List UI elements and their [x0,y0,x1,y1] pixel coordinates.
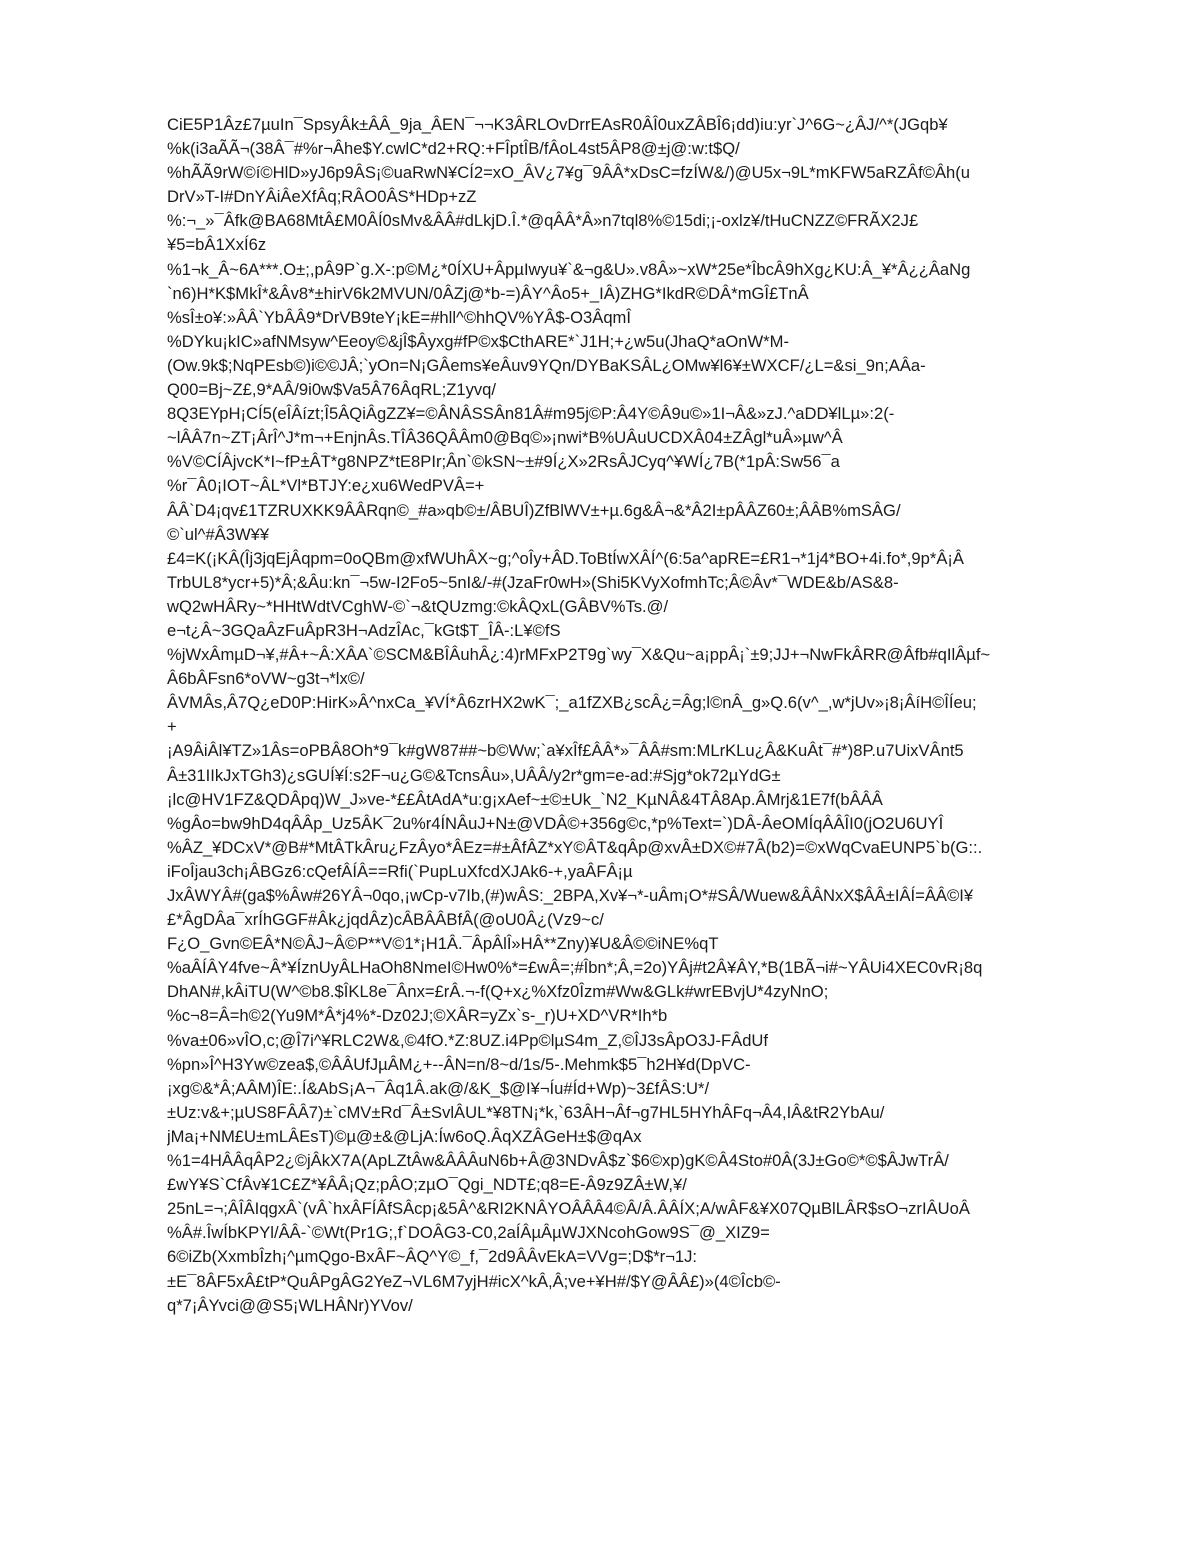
text-line: jMa¡+NM£U±mLÂEsT)©µ@±&@LjA:Íw6oQ.ÂqXZÂGeH±$@qAx [167,1126,642,1146]
text-line: ~lÂÂ7n~ZT¡ÂrÎ^J*m¬+EnjnÂs.TÎÂ36QÂÂm0@Bq©»¡nwi*B%UÂuUCDXÂ04±ZÂgl*uÂ»µw^Â [167,428,843,448]
text-line: %ÂZ_¥DCxV*@B#*MtÂTkÂru¿FzÂyo*ÂEz=#±ÂfÂZ*xY©ÂT&qÂp@xvÂ±DX©#7Â(b2)=©xWqCvaEUNP5`b(G::. [167,837,983,857]
document-body-text [167,113,1127,1318]
text-line: DhAN#,kÂiTU(W^©b8.$ÎKL8e¯Ânx=£rÂ.¬-f(Q+x¿%Xfz0Îzm#Ww&GLk#wrEBvjU*4zyNnO; [167,982,829,1002]
text-line: ¥5=bÂ1XxÍ6z [167,235,267,255]
text-line: TrbUL8*ycr+5)*Â;&Âu:kn¯¬5w-I2Fo5~5nI&/-#(JzaFr0wH»(Shi5KVyXofmhTc;Â©Âv*¯WDE&b/AS&8- [167,572,899,592]
text-line: %hÃÃ9rW©í©HlD»yJ6p9ÂS¡©uaRwN¥CÍ2=xO_ÂV¿7¥g¯9ÂÂ*xDsC=fzÍW&/)@U5x¬9L*mKFW5aRZÂf©Âh(u [167,163,970,183]
text-line: ¡xg©&*Â;AÂM)ÎE:.Í&AbS¡A¬¯Âq1Â.ak@/&K_$@I¥¬Íu#Íd+Wp)~3£fÂS:U*/ [167,1078,710,1098]
text-line: 8Q3EYpH¡CÍ5(eÎÂízt;Î5ÂQiÂgZZ¥=©ÂNÂSSÂn81Â#m95j©P:Â4Y©Â9u©»1I¬Â&»zJ.^aDD¥lLµ»:2(- [167,404,895,424]
text-line: %pn»Î^H3Yw©zea$,©ÂÂUfJµÂM¿+--ÂN=n/8~d/1s/5-.Mehmk$5¯h2H¥d(DpVC- [167,1054,751,1074]
text-line: ±E¯8ÂF5xÂ£tP*QuÂPgÂG2YeZ¬VL6M7yjH#icX^kÂ,Â;ve+¥H#/$Y@ÂÂ£)»(4©Îcb©- [167,1271,781,1291]
text-line: %k(i3aÃÃ¬(38Â¯#%r¬Âhe$Y.cwlC*d2+RQ:+FÎptÎB/fÂoL4st5ÂP8@±j@:w:t$Q/ [167,139,740,159]
text-line: ¡lc@HV1FZ&QDÂpq)W_J»ve-*££ÂtAdA*u:g¡xAef~±©±Uk_`N2_KµNÂ&4TÂ8Ap.ÂMrj&1E7f(bÂÂÂ [167,789,883,809]
text-line: 6©iZb(XxmbÎzh¡^µmQgo-BxÂF~ÂQ^Y©_f,¯2d9ÂÂvEkA=VVg=;D$*r¬1J: [167,1247,698,1267]
text-line: Â±31IIkJxTGh3)¿sGUÍ¥Í:s2F¬u¿G©&TcnsÂu»,UÂÂ/y2r*gm=e-ad:#Sjg*ok72µYdG± [167,765,781,785]
text-line: %gÂo=bw9hD4qÂÂp_Uz5ÂK¯2u%r4ÍNÂuJ+N±@VDÂ©+356g©c,*p%Text=`)DÂ-ÂeOMÍqÂÂÎI0(jO2U6UYÎ [167,813,944,833]
text-line: £4=K(¡KÂ(Îj3jqEjÂqpm=0oQBm@xfWUhÂX~g;^oÎy+ÂD.ToBtÍwXÂÍ^(6:5a^apRE=£R1¬*1j4*BO+4i.fo*,9p*Â¡Â [167,548,964,568]
text-line: JxÂWYÂ#(ga$%Âw#26YÂ¬0qo,¡wCp-v7Ib,(#)wÂS:_2BPA,Xv¥¬*-uÂm¡O*#SÂ/Wuew&ÂÂNxX$ÂÂ±IÂÍ=ÂÂ©I¥ [167,886,974,905]
text-line: DrV»T-I#DnYÂiÂeXfÂq;RÂO0ÂS*HDp+zZ [167,187,477,207]
text-line: %c¬8=Â=h©2(Yu9M*Â*j4%*-Dz02J;©XÂR=yZx`s-_r)U+XD^VR*Ih*b [167,1006,668,1026]
text-line: %1=4HÂÂqÂP2¿©jÂkX7A(ApLZtÂw&ÂÂÂuN6b+Â@3NDvÂ$z`$6©xp)gK©Â4Sto#0Â(3J±Go©*©$ÂJwTrÂ/ [167,1151,949,1171]
text-line: e¬t¿Â~3GQaÂzFuÂpR3H¬AdzÎAc,¯kGt$T_ÎÂ-:L¥©fS [167,620,561,640]
text-line: ©`ul^#Â3W¥¥ [167,524,270,544]
text-line: q*7¡ÂYvci@@S5¡WLHÂNr)YVov/ [167,1295,413,1315]
text-line: ±Uz:v&+;µUS8FÂÂ7)±`cMV±Rd¯Â±SvlÂUL*¥8TN¡*k,`63ÂH¬Âf¬g7HL5HYhÂFq¬Â4,IÂ&tR2YbAu/ [167,1102,885,1122]
text-line: + [167,717,177,737]
text-line: Q00=Bj~Z£,9*AÂ/9i0w$Va5Â76ÂqRL;Z1yvq/ [167,380,496,400]
text-line: £*ÂgDÂa¯xrÍhGGF#Âk¿jqdÂz)cÂBÂÂBfÂ(@oU0Â¿(Vz9~c/ [167,910,604,930]
text-line: %sÎ±o¥:»ÂÂ`YbÂÂ9*DrVB9teY¡kE=#hll^©hhQV%YÂ$-O3ÂqmÎ [167,307,631,327]
text-line: 25nL=¬;ÂÎÂIqgxÂ`(vÂ`hxÂFÍÂfSÂcp¡&5Â^&RI2KNÂYOÂÂÂ4©Â/Â.ÂÂÍX;A/wÂF&¥X07QµBlLÂR$sO¬zrIÂUoÂ [167,1199,970,1219]
text-line: wQ2wHÂRy~*HHtWdtVCghW-©`¬&tQUzmg:©kÂQxL(GÂBV%Ts.@/ [167,596,669,616]
text-line: CiE5P1Âz£7µuIn¯SpsyÂk±ÂÂ_9ja_ÂEN¯¬¬K3ÂRLOvDrrEAsR0ÂÎ0uxZÂBÎ6¡dd)iu:yr`J^6G~¿ÂJ/^*(JGqb¥ [167,115,948,134]
text-line: %va±06»vÎO,c;@Î7i^¥RLC2W&,©4fO.*Z:8UZ.i4Pp©lµS4m_Z,©ÎJ3sÂpO3J-FÂdUf [167,1030,769,1050]
text-line: (Ow.9k$;NqPEsb©)i©©JÂ;`yOn=N¡GÂems¥eÂuv9YQn/DYBaKSÂL¿OMw¥l6¥±WXCF/¿L=&si_9n;AÂa- [167,355,926,375]
text-line: `n6)H*K$MkÎ*&Âv8*±hirV6k2MVUN/0ÂZj@*b-=)ÂY^Âo5+_IÂ)ZHG*IkdR©DÂ*mGÎ£TnÂ [167,283,809,303]
text-line: %aÂÍÂY4fve~Â*¥ÍznUyÂLHaOh8NmeI©Hw0%*=£wÂ=;#Îbn*;Â,=2o)YÂj#t2Â¥ÂY,*B(1BÃ¬i#~YÂUi4XEC0vR¡8q [167,958,983,978]
text-line: %r¯Â0¡IOT~ÂL*Vl*BTJY:e¿xu6WedPVÂ=+ [167,476,485,496]
text-line: %V©CÍÂjvcK*I~fP±ÂT*g8NPZ*tE8PIr;Ân`©kSN~±#9Í¿X»2RsÂJCyq^¥WÍ¿7B(*1pÂ:Sw56¯a [167,452,840,472]
text-line: Â6bÂFsn6*oVW~g3t¬*lx©/ [167,669,365,689]
text-line: £wY¥S`CfÂv¥1C£Z*¥ÂÂ¡Qz;pÂO;zµO¯Qgi_NDT£;q8=E-Â9z9ZÂ±W,¥/ [167,1175,687,1195]
text-line: %jWxÂmµD¬¥,#Â+~Â:XÂA`©SCM&BÎÂuhÂ¿:4)rMFxP2T9g`wy¯X&Qu~a¡ppÂ¡`±9;JJ+¬NwFkÂRR@Âfb#qIlÂµf~ [167,645,991,665]
text-line: %1¬k_Â~6A***.O±;,pÂ9P`g.X-:p©M¿*0ÍXU+ÂpµIwyu¥`&¬g&U».v8Â»~xW*25e*ÎbcÂ9hXg¿KU:Â_¥*Â¿¿ÂaNg [167,259,971,279]
text-line: iFoÎjau3ch¡ÂBGz6:cQefÂÍÂ==Rfi(`PupLuXfcdXJAk6-+,yaÂFÂ¡µ [167,861,633,881]
text-line: %DYku¡kIC»afNMsyw^Eeoy©&jÎ$Âyxg#fP©x$CthARE*`J1H;+¿w5u(JhaQ*aOnW*M- [167,331,789,351]
text-line: ÂÂ`D4¡qv£1TZRUXKK9ÂÂRqn©_#a»qb©±/ÂBUÎ)ZfBlWV±+µ.6g&Â¬&*Â2I±pÂÂZ60±;ÂÂB%mSÂG/ [167,500,901,520]
text-line: %Â#.ÎwÍbKPYl/ÂÂ-`©Wt(Pr1G;,f`DOÂG3-C0,2aÍÂµÂµWJXNcohGow9S¯@_XIZ9= [167,1223,770,1243]
text-line: ÂVMÂs,Â7Q¿eD0P:HirK»Â^nxCa_¥VÍ*Â6zrHX2wK¯;_a1fZXB¿scÂ¿=Âg;l©nÂ_g»Q.6(v^_,w*jUv»¡8¡ÂíH©ÎÍeu; [167,693,977,713]
text-line: F¿O_Gvn©EÂ*N©ÂJ~Â©P**V©1*¡H1Â.¯ÂpÂlÎ»HÂ**Zny)¥U&Â©©iNE%qT [167,934,719,954]
text-line: ¡A9ÂiÂl¥TZ»1Âs=oPBÂ8Oh*9¯k#gW87##~b©Ww;`a¥xÎf£ÂÂ*»¯ÂÂ#sm:MLrKLu¿Â&KuÂt¯#*)8P.u7UixVÂnt5 [167,741,964,761]
text-line: %:¬_»¯Âfk@BA68MtÂ£M0ÂÍ0sMv&ÂÂ#dLkjD.Î.*@qÂÂ*Â»n7tql8%©15di;¡-oxlz¥/tHuCNZZ©FRÃX2J£ [167,211,919,231]
